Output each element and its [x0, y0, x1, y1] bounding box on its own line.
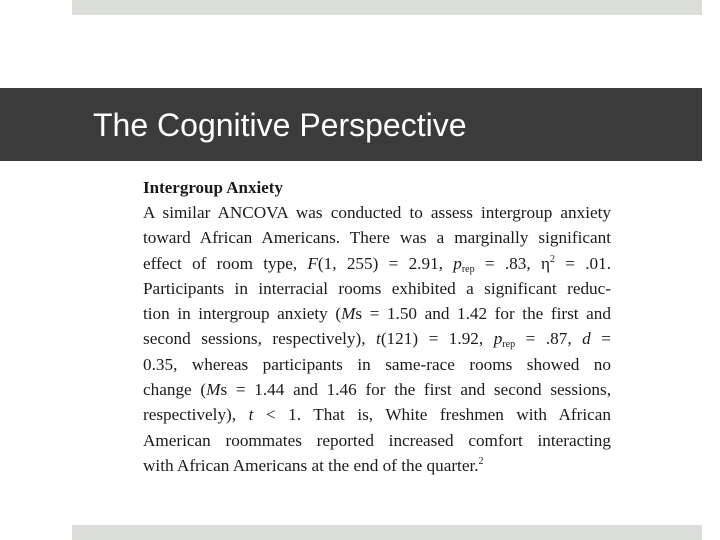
excerpt-line-3: effect of room type, F(1, 255) = 2.91, $p_{rep} = .83$, $\eta^2 = .01$.: [143, 253, 611, 275]
excerpt-line-5: tion in intergroup anxiety (Ms = 1.50 and 1.42 for the first and: [143, 304, 611, 324]
slide-title: The Cognitive Perspective: [93, 107, 467, 143]
excerpt-line-11: with African Americans at the end of the quarter.$^2$: [143, 455, 484, 475]
excerpt-heading: Intergroup Anxiety: [143, 178, 283, 197]
excerpt-line-7: 0.35, whereas participants in same-race rooms showed no: [143, 354, 611, 374]
excerpt-line-6: second sessions, respectively), t(121) = 1.92, $p_{rep} = .87$, d =: [143, 329, 611, 351]
excerpt-line-10: American roommates reported increased comfort interacting: [143, 430, 611, 450]
excerpt-line-1: A similar ANCOVA was conducted to assess intergroup anxiety: [143, 203, 611, 222]
bottom-decorative-strip: [72, 525, 702, 540]
top-decorative-strip: [72, 0, 702, 15]
paper-excerpt: [143, 175, 611, 478]
excerpt-line-9: respectively), t < 1. That is, White freshmen with African: [143, 405, 611, 425]
excerpt-line-4: Participants in interracial rooms exhibited a significant reduc-: [143, 278, 611, 298]
excerpt-line-8: change (Ms = 1.44 and 1.46 for the first and second sessions,: [143, 380, 611, 400]
excerpt-line-2: toward African Americans. There was a marginally significant: [143, 228, 611, 248]
